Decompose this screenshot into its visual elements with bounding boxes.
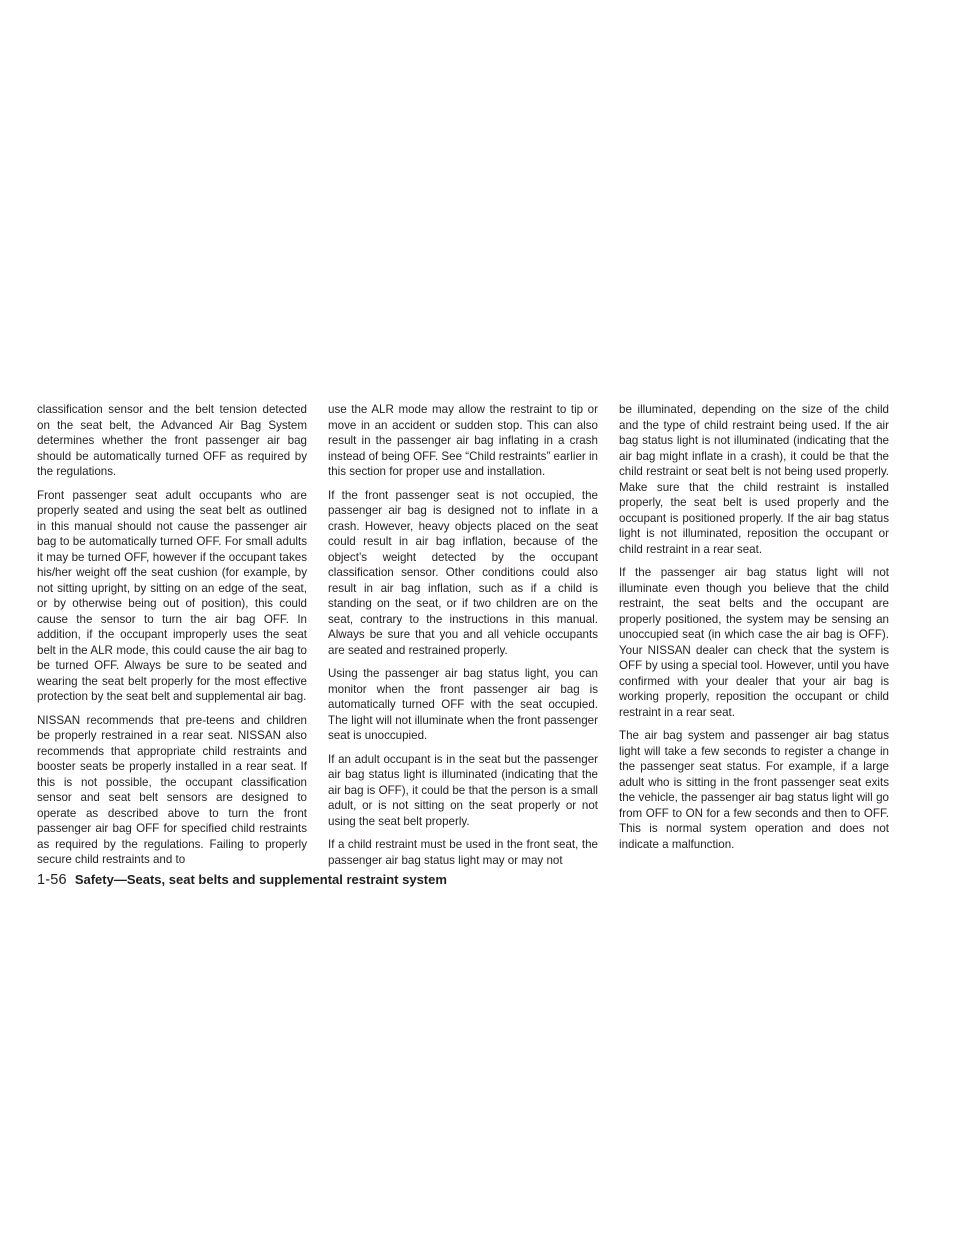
paragraph: be illuminated, depending on the size of the child and the type of child restraint being used. If the air bag status light is not illuminated (indicating that the air bag might inflate in a crash), it could be that the child restraint or seat belt is not being used properly. Make sure that the child restraint is installed properly, the seat belt is used properly and the occupant is positioned properly. If the air bag status light is not illuminated, reposition the occupant or child restraint in a rear seat. xyxy=(619,403,889,556)
page-number: 1-56 xyxy=(37,872,67,888)
paragraph: NISSAN recommends that pre-teens and children be properly restrained in a rear seat. NISSAN also recommends that appropriate child restraints and booster seats be properly installed in a rear seat. If this is not possible, the occupant classification sensor and seat belt sensors are designed to operate as described above to turn the front passenger air bag OFF for specified child restraints as required by the regulations. Failing to properly secure child restraints and to xyxy=(37,713,307,866)
text-column-1 xyxy=(37,402,307,876)
text-column-2 xyxy=(328,402,598,876)
paragraph: The air bag system and passenger air bag status light will take a few seconds to register a change in the passenger seat status. For example, if a large adult who is sitting in the front passenger seat exits the vehicle, the passenger air bag status light will go from OFF to ON for a few seconds and then to OFF. This is normal system operation and does not indicate a malfunction. xyxy=(619,729,889,851)
paragraph: If the passenger air bag status light will not illuminate even though you believe that the child restraint, the seat belts and the occupant are properly positioned, the system may be sensing an unoccupied seat (in which case the air bag is OFF). Your NISSAN dealer can check that the system is OFF by using a special tool. However, until you have confirmed with your dealer that your air bag is working properly, reposition the occupant or child restraint in a rear seat. xyxy=(619,566,890,719)
paragraph: classification sensor and the belt tension detected on the seat belt, the Advanced Air Bag System determines whether the front passenger air bag should be automatically turned OFF as required by the regulations. xyxy=(37,403,307,478)
paragraph: If an adult occupant is in the seat but the passenger air bag status light is illuminated (indicating that the air bag is OFF), it could be that the person is a small adult, or is not sitting on the seat properly or not using the seat belt properly. xyxy=(328,752,598,828)
page-footer xyxy=(37,871,447,889)
text-column-3 xyxy=(619,402,889,860)
paragraph: If a child restraint must be used in the front seat, the passenger air bag status light may or may not xyxy=(328,838,598,867)
paragraph: use the ALR mode may allow the restraint to tip or move in an accident or sudden stop. This can also result in the passenger air bag inflating in a crash instead of being OFF. See “Child restraints” earlier in this section for proper use and installation. xyxy=(328,403,598,478)
section-title: Safety—Seats, seat belts and supplemental restraint system xyxy=(74,872,447,887)
paragraph: Using the passenger air bag status light, you can monitor when the front passenger air bag is automatically turned OFF with the seat occupied. The light will not illuminate when the front passenger seat is unoccupied. xyxy=(328,667,598,742)
paragraph: If the front passenger seat is not occupied, the passenger air bag is designed not to inflate in a crash. However, heavy objects placed on the seat could result in air bag inflation, because of the object’s weight detected by the occupant classification sensor. Other conditions could also result in air bag inflation, such as if a child is standing on the seat, or if two children are on the seat, contrary to the instructions in this manual. Always be sure that you and all vehicle occupants are seated and restrained properly. xyxy=(328,488,598,657)
paragraph: Front passenger seat adult occupants who are properly seated and using the seat belt as outlined in this manual should not cause the passenger air bag to be automatically turned OFF. For small adults it may be turned OFF, however if the occupant takes his/her weight off the seat cushion (for example, by not sitting upright, by sitting on an edge of the seat, or by otherwise being out of position), this could cause the sensor to turn the air bag OFF. In addition, if the occupant improperly uses the seat belt in the ALR mode, this could cause the air bag to be turned OFF. Always be sure to be seated and wearing the seat belt properly for the most effective protection by the seat belt and supplemental air bag. xyxy=(37,488,307,703)
